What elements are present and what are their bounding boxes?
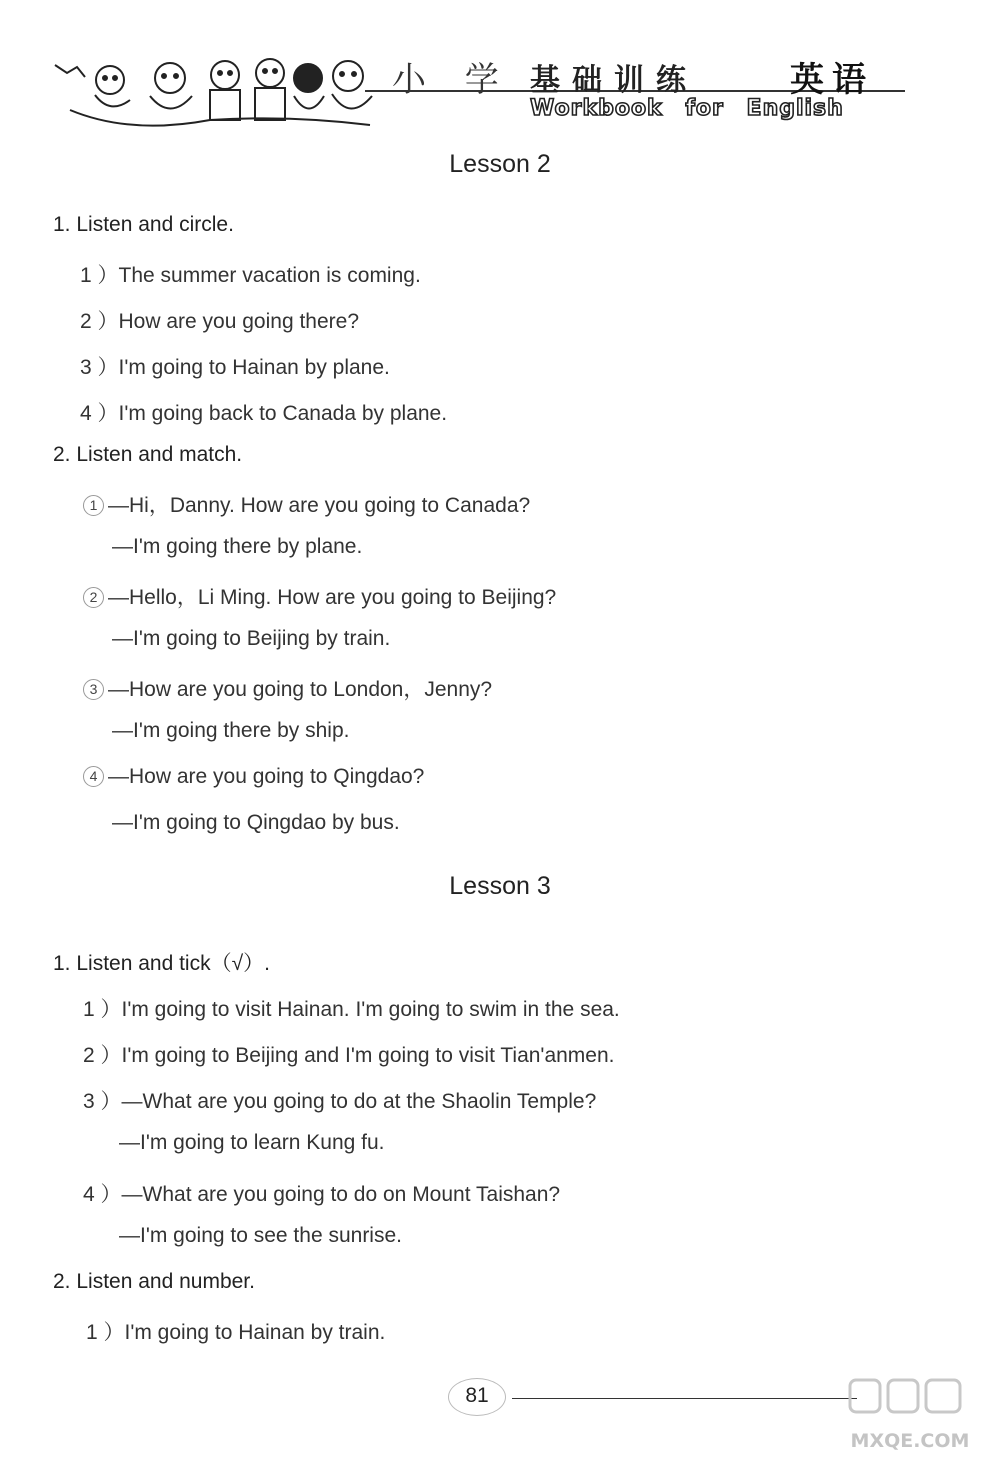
question-text: —How are you going to Qingdao?: [108, 765, 425, 788]
header-xiaoxue: 小 学: [392, 60, 513, 100]
circled-number: 3: [83, 679, 104, 700]
item-text: I'm going back to Canada by plane.: [118, 402, 448, 425]
dialogue-answer: —I'm going to Beijing by train.: [112, 627, 391, 650]
circled-number: 1: [83, 495, 104, 516]
lesson2-section1-title: 1. Listen and circle.: [53, 213, 234, 236]
footer-rule: [512, 1398, 857, 1399]
header-subtitle: Workbook for English: [530, 96, 844, 121]
children-illustration: [50, 40, 380, 135]
header-jichu: 基础训练: [530, 63, 698, 98]
question-text: —Hello，Li Ming. How are you going to Beijing?: [108, 586, 557, 609]
list-item: [83, 1085, 596, 1115]
item-number: 3 ）: [80, 356, 119, 379]
page-header: [0, 0, 1000, 140]
question-text: —How are you going to London，Jenny?: [108, 678, 493, 701]
circled-number: 2: [83, 587, 104, 608]
lesson3-section1-title: 1. Listen and tick（√）.: [53, 952, 270, 975]
list-item: [80, 397, 447, 427]
watermark-text: MXQE.COM: [850, 1430, 970, 1452]
lesson3-section2-title: 2. Listen and number.: [53, 1270, 255, 1293]
item-number: 2 ）: [83, 1044, 122, 1067]
dialogue-question: [83, 673, 492, 703]
item-text: —What are you going to do at the Shaolin Temple?: [121, 1090, 597, 1113]
item-text: I'm going to Beijing and I'm going to visit Tian'anmen.: [121, 1044, 615, 1067]
item-number: 1 ）: [86, 1321, 125, 1344]
list-item: [80, 259, 421, 289]
item-number: 4 ）: [80, 402, 119, 425]
dialogue-answer: —I'm going there by ship.: [112, 719, 350, 742]
page-number: 81: [465, 1384, 489, 1407]
item-text: How are you going there?: [118, 310, 360, 333]
dialogue-question: [83, 489, 530, 519]
item-text: I'm going to Hainan by train.: [124, 1321, 386, 1344]
circled-number: 4: [83, 766, 104, 787]
list-item: [86, 1316, 385, 1346]
question-text: —Hi，Danny. How are you going to Canada?: [108, 494, 531, 517]
dialogue-answer: —I'm going there by plane.: [112, 535, 363, 558]
item-number: 1 ）: [80, 264, 119, 287]
item-text: —What are you going to do on Mount Taishan?: [121, 1183, 561, 1206]
dialogue-answer: —I'm going to learn Kung fu.: [119, 1131, 385, 1154]
list-item: [83, 993, 620, 1023]
list-item: [83, 1178, 560, 1208]
list-item: [83, 1039, 614, 1069]
dialogue-answer: —I'm going to see the sunrise.: [119, 1224, 402, 1247]
item-number: 2 ）: [80, 310, 119, 333]
watermark-logo: [830, 1372, 990, 1462]
item-text: I'm going to Hainan by plane.: [118, 356, 390, 379]
dialogue-question: [83, 765, 424, 789]
lesson2-title: Lesson 2: [449, 150, 551, 178]
list-item: [80, 305, 359, 335]
item-text: I'm going to visit Hainan. I'm going to swim in the sea.: [121, 998, 620, 1021]
list-item: [80, 351, 390, 381]
item-number: 3 ）: [83, 1090, 122, 1113]
item-number: 4 ）: [83, 1183, 122, 1206]
dialogue-question: [83, 581, 556, 611]
lesson3-title: Lesson 3: [449, 872, 551, 900]
lesson2-section2-title: 2. Listen and match.: [53, 443, 243, 466]
item-number: 1 ）: [83, 998, 122, 1021]
item-text: The summer vacation is coming.: [118, 264, 421, 287]
header-yingyu: 英语: [790, 60, 874, 100]
dialogue-answer: —I'm going to Qingdao by bus.: [112, 811, 400, 834]
